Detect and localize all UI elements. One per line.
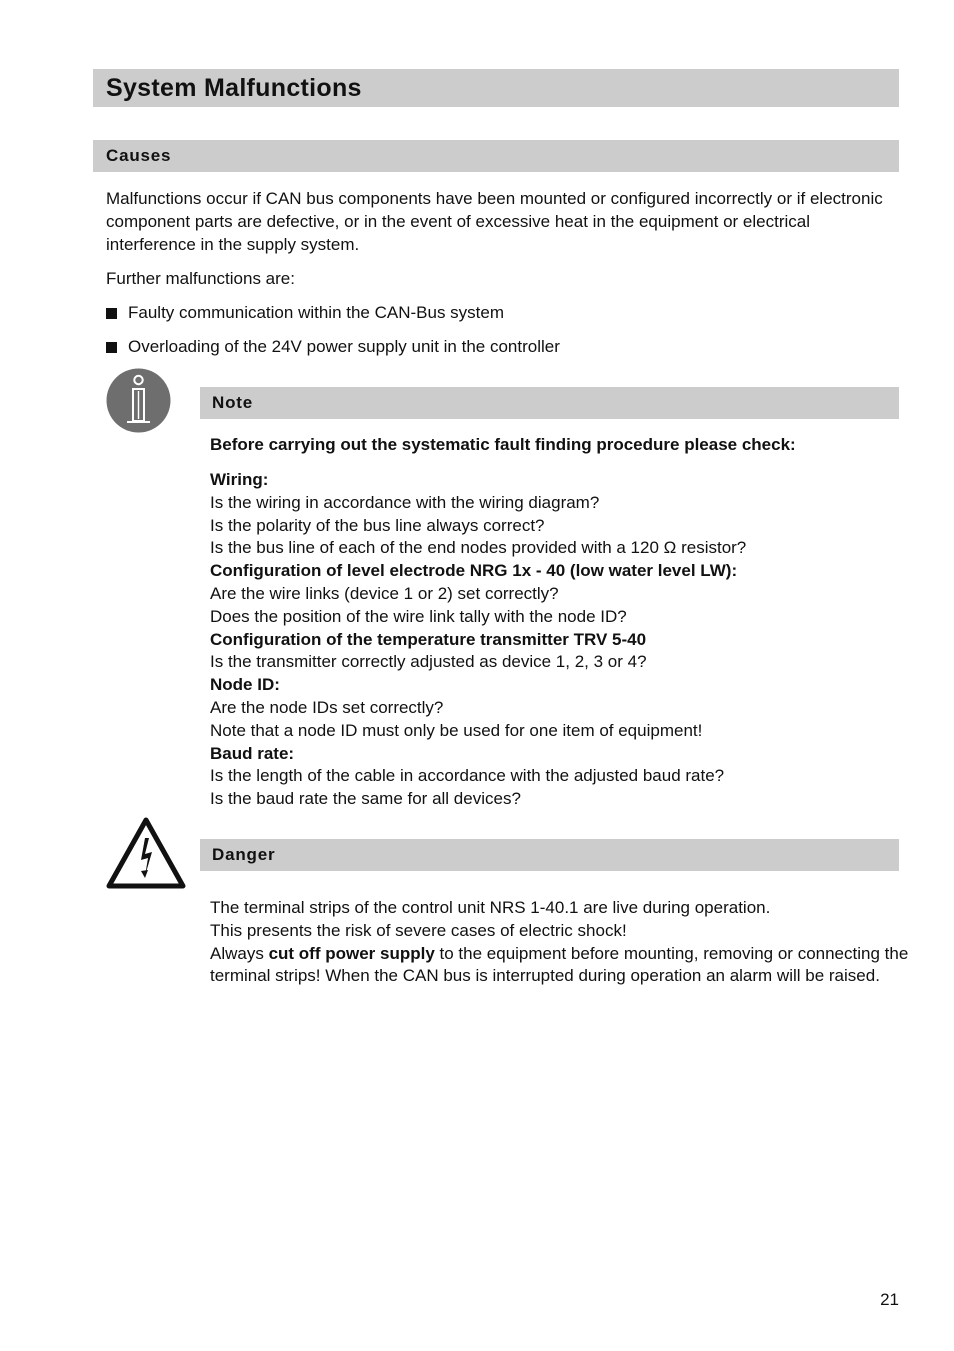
danger-text (210, 897, 910, 988)
list-item-text: Overloading of the 24V power supply unit in the controller (128, 337, 560, 356)
checklist-section-title: Baud rate: (210, 743, 295, 763)
list-item-text: Faulty communication within the CAN-Bus system (128, 303, 505, 322)
danger-instruction-post: to the equipment before mounting, removing or connecting the terminal strips! When the CAN bus is interrupted during operation an alarm will be raised. (210, 943, 909, 986)
checklist-question: Are the node IDs set correctly? (210, 697, 444, 717)
checklist-section-title: Node ID: (210, 675, 280, 695)
causes-heading-text: Causes (106, 146, 172, 165)
note-intro: Before carrying out the systematic fault finding procedure please check: (210, 435, 796, 454)
causes-heading (93, 140, 899, 172)
checklist-question: Is the baud rate the same for all devices? (210, 789, 521, 809)
checklist-question: Is the wiring in accordance with the wiring diagram? (210, 492, 600, 512)
checklist-section-title: Configuration of the temperature transmitter TRV 5-40 (210, 629, 647, 649)
list-item (106, 302, 504, 324)
page-number: 21 (880, 1290, 899, 1309)
checklist-section-title: Configuration of level electrode NRG 1x - 40 (low water level LW): (210, 561, 738, 581)
causes-paragraph: Malfunctions occur if CAN bus components have been mounted or configured incorrectly or if electronic component parts are defective, or in the event of excessive heat in the equipment or electrical interference in the supply system. (106, 189, 883, 254)
danger-instruction (210, 943, 910, 989)
note-heading-text: Note (212, 393, 253, 412)
checklist-question: Does the position of the wire link tally with the node ID? (210, 606, 627, 626)
checklist-section-title: Wiring: (210, 470, 269, 489)
list-item (106, 336, 560, 358)
note-heading (200, 387, 899, 419)
checklist-question: Note that a node ID must only be used for one item of equipment! (210, 720, 703, 740)
checklist-question: Is the transmitter correctly adjusted as device 1, 2, 3 or 4? (210, 652, 647, 672)
danger-heading-text: Danger (212, 845, 276, 864)
high-voltage-warning-icon (105, 816, 187, 890)
checklist-question: Are the wire links (device 1 or 2) set correctly? (210, 583, 559, 603)
page-title-text: System Malfunctions (106, 73, 362, 102)
checklist (210, 469, 910, 811)
danger-instruction-pre: Always (210, 943, 269, 963)
checklist-question: Is the length of the cable in accordance with the adjusted baud rate? (210, 766, 725, 786)
info-icon (106, 368, 171, 433)
checklist-question: Is the bus line of each of the end nodes provided with a 120 Ω resistor? (210, 538, 747, 558)
bullet-square-icon (106, 342, 117, 353)
checklist-question: Is the polarity of the bus line always correct? (210, 515, 545, 535)
further-malfunctions-text: Further malfunctions are: (106, 269, 295, 288)
danger-line: The terminal strips of the control unit NRS 1-40.1 are live during operation. (210, 898, 771, 917)
bullet-square-icon (106, 308, 117, 319)
danger-instruction-emphasis: cut off power supply (268, 943, 435, 963)
danger-line: This presents the risk of severe cases of electric shock! (210, 920, 627, 940)
page-title (93, 69, 899, 107)
danger-heading (200, 839, 899, 871)
